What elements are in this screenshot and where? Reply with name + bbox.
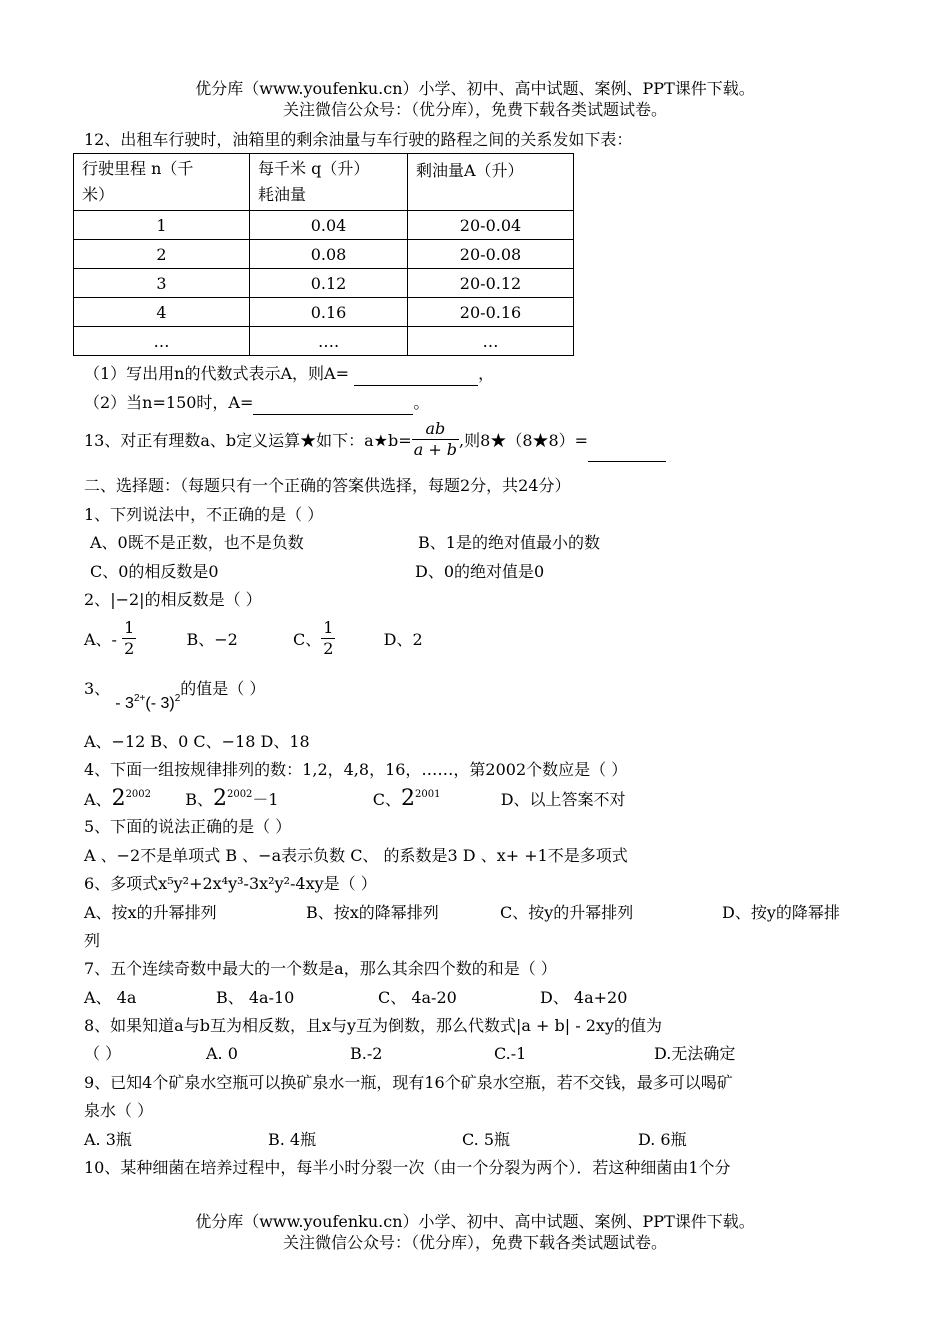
table-header-cell: 行驶里程 n（千 米） xyxy=(74,154,250,211)
section-title: 二、选择题：（每题只有一个正确的答案供选择，每题2分，共24分） xyxy=(84,476,571,495)
table-cell: 1 xyxy=(74,211,250,240)
c3-options: A、−12 B、0 C、−18 D、18 xyxy=(84,732,310,751)
table-row xyxy=(74,240,574,269)
table-row xyxy=(74,269,574,298)
c6-stem: 6、多项式x⁵y²+2x⁴y³-3x²y²-4xy是（ ） xyxy=(84,874,377,893)
header-line-2: 关注微信公众号：（优分库），免费下载各类试题试卷。 xyxy=(282,100,667,119)
table-cell: … xyxy=(74,327,250,356)
table-cell: 0.04 xyxy=(250,211,408,240)
c7-option-b: B、 4a-10 xyxy=(216,988,295,1007)
q12-sub2: （2）当n=150时，A= 。 xyxy=(84,392,429,415)
fraction: $\frac{1}{2}$ xyxy=(323,618,334,658)
table-row xyxy=(74,211,574,240)
c6-option-a: A、按x的升幂排列 xyxy=(84,903,217,922)
table-row xyxy=(74,298,574,327)
footer-line-1: 优分库（www.youfenku.cn）小学、初中、高中试题、案例、PPT课件下载。 xyxy=(195,1212,755,1231)
table-header-cell: 剩油量A（升） xyxy=(408,154,574,211)
c1-option-d: D、0的绝对值是0 xyxy=(415,562,545,581)
c1-option-a: A、0既不是正数，也不是负数 xyxy=(90,533,304,552)
table-cell: 4 xyxy=(74,298,250,327)
c9-option-a: A. 3瓶 xyxy=(84,1130,132,1149)
c8-paren: （ ） xyxy=(84,1044,122,1063)
c6-option-d-wrap: 列 xyxy=(84,931,101,950)
c7-option-d: D、 4a+20 xyxy=(540,988,628,1007)
oil-table xyxy=(73,153,574,356)
answer-blank[interactable] xyxy=(253,392,413,415)
c2-options: A、- $\frac{1}{2}$ B、−2 C、 $\frac{1}{2}$ D、2 xyxy=(84,618,423,658)
c8-option-b: B.-2 xyxy=(350,1044,383,1063)
q13: 13、对正有理数a、b定义运算★如下：a★b= $\frac{ab}{a + b}$ ,则8★（8★8）= xyxy=(84,421,666,462)
table-cell: 0.08 xyxy=(250,240,408,269)
header-line-1: 优分库（www.youfenku.cn）小学、初中、高中试题、案例、PPT课件下载。 xyxy=(195,79,755,98)
c7-stem: 7、五个连续奇数中最大的一个数是a，那么其余四个数的和是（ ） xyxy=(84,959,557,978)
c8-option-d: D.无法确定 xyxy=(654,1044,736,1063)
table-cell: 20-0.04 xyxy=(408,211,574,240)
c2-stem: 2、|−2|的相反数是（ ） xyxy=(84,590,262,609)
c10-stem: 10、某种细菌在培养过程中，每半小时分裂一次（由一个分裂为两个）．若这种细菌由1个分 xyxy=(84,1158,731,1177)
c7-option-a: A、 4a xyxy=(84,988,137,1007)
c9-stem: 9、已知4个矿泉水空瓶可以换矿泉水一瓶，现有16个矿泉水空瓶，若不交钱，最多可以喝矿 xyxy=(84,1073,733,1092)
c8-option-c: C.-1 xyxy=(494,1044,527,1063)
c6-option-d: D、按y的降幂排 xyxy=(722,903,840,922)
c6-option-b: B、按x的降幂排列 xyxy=(306,903,439,922)
c9-option-c: C. 5瓶 xyxy=(462,1130,511,1149)
answer-blank[interactable] xyxy=(588,421,666,462)
c9-stem-2: 泉水（ ） xyxy=(84,1101,154,1120)
c9-option-d: D. 6瓶 xyxy=(638,1130,687,1149)
table-cell: …. xyxy=(250,327,408,356)
table-cell: … xyxy=(408,327,574,356)
c5-stem: 5、下面的说法正确的是（ ） xyxy=(84,817,292,836)
c1-option-b: B、1是的绝对值最小的数 xyxy=(418,533,600,552)
c7-option-c: C、 4a-20 xyxy=(378,988,457,1007)
fraction: $\frac{1}{2}$ xyxy=(124,618,135,658)
table-cell: 20-0.08 xyxy=(408,240,574,269)
table-cell: 0.12 xyxy=(250,269,408,298)
c3-expression: - $3^{2+}(-$ 3)$^2$ xyxy=(115,693,181,712)
c4-options: A、$2^{2002}$ B、$2^{2002}-1$ C、$2^{2001}$ D、以上答案不对 xyxy=(84,786,626,811)
table-cell: 3 xyxy=(74,269,250,298)
c9-option-b: B. 4瓶 xyxy=(268,1130,317,1149)
c6-option-c: C、按y的升幂排列 xyxy=(500,903,634,922)
table-cell: 20-0.12 xyxy=(408,269,574,298)
c8-option-a: A. 0 xyxy=(206,1044,238,1063)
table-cell: 2 xyxy=(74,240,250,269)
table-header-cell: 每千米 q（升） 耗油量 xyxy=(250,154,408,211)
table-cell: 20-0.16 xyxy=(408,298,574,327)
fraction: $\frac{ab}{a + b}$ xyxy=(413,419,458,459)
c1-stem: 1、下列说法中，不正确的是（ ） xyxy=(84,505,324,524)
table-header-row xyxy=(74,154,574,211)
c8-stem: 8、如果知道a与b互为相反数，且x与y互为倒数，那么代数式|a + b| - 2xy的值为 xyxy=(84,1016,662,1035)
q12-sub1: （1）写出用n的代数式表示A，则A= ， xyxy=(84,363,494,386)
table-row xyxy=(74,327,574,356)
footer-line-2: 关注微信公众号：（优分库），免费下载各类试题试卷。 xyxy=(282,1233,667,1252)
c3-stem: 3、 - $3^{2+}(-$ 3)$^2$的值是（ ） xyxy=(84,679,266,712)
table-cell: 0.16 xyxy=(250,298,408,327)
q12-stem: 12、出租车行驶时，油箱里的剩余油量与车行驶的路程之间的关系发如下表： xyxy=(84,130,633,149)
c4-stem: 4、下面一组按规律排列的数：1,2，4,8，16，……，第2002个数应是（ ） xyxy=(84,760,628,779)
answer-blank[interactable] xyxy=(354,363,478,386)
c5-options: A 、−2不是单项式 B 、−a表示负数 C、 的系数是3 D 、x+ +1不是多项式 xyxy=(84,846,628,865)
c1-option-c: C、0的相反数是0 xyxy=(90,562,219,581)
